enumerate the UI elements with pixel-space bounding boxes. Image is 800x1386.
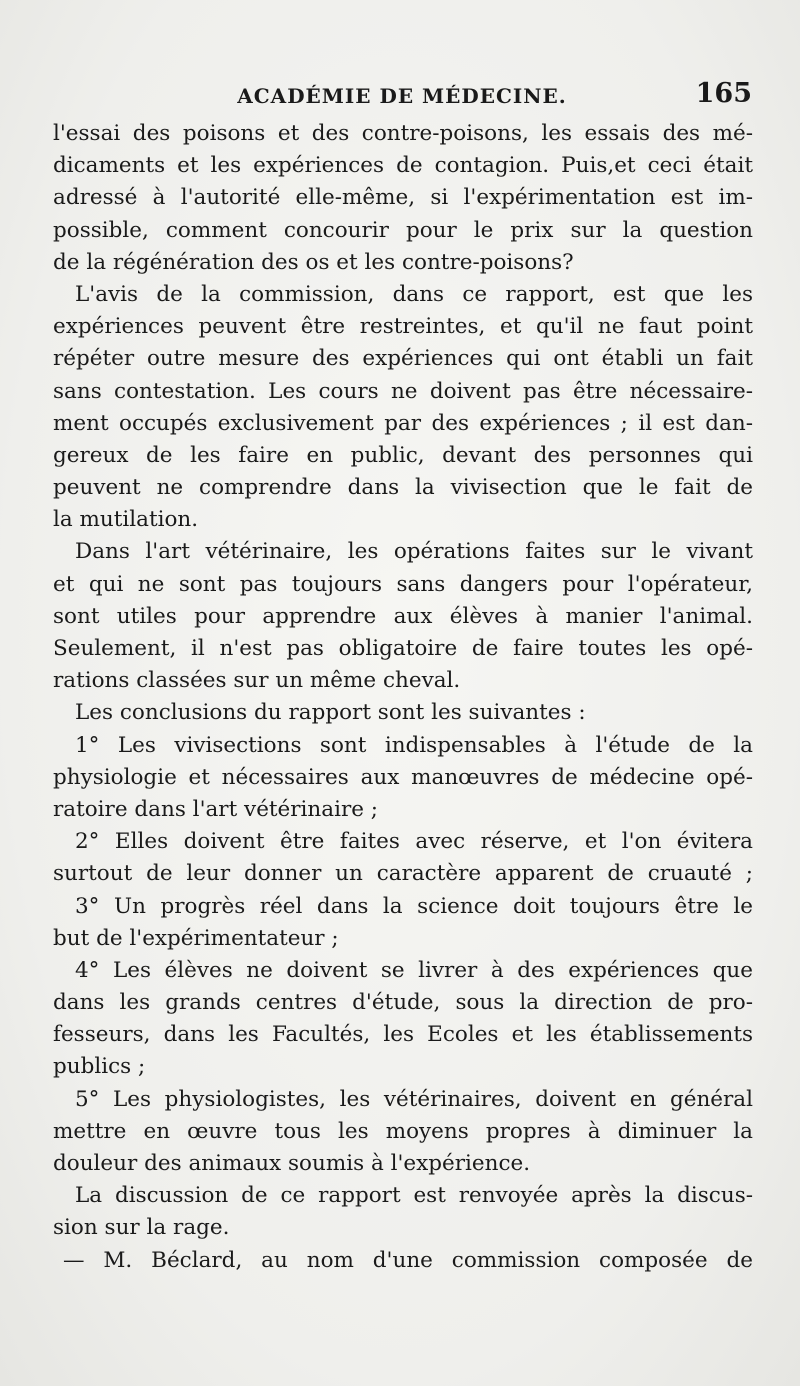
text-line: ratoire dans l'art vétérinaire ; <box>53 796 379 822</box>
text-line: La discussion de ce rapport est renvoyée après la discus- <box>75 1183 753 1209</box>
text-line: gereux de les faire en public, devant des personnes qui <box>53 442 753 468</box>
text-line: physiologie et nécessaires aux manœuvres de médecine opé- <box>53 764 753 790</box>
text-line: sont utiles pour apprendre aux élèves à manier l'animal. <box>53 603 753 629</box>
text-line: sion sur la rage. <box>53 1215 230 1241</box>
text-line: fesseurs, dans les Facultés, les Ecoles et les établissements <box>53 1022 753 1048</box>
page-number: 165 <box>695 78 752 109</box>
text-line: 3° Un progrès réel dans la science doit toujours être le <box>75 893 753 919</box>
text-line: — M. Béclard, au nom d'une commission composée de <box>63 1247 753 1273</box>
text-line: dicaments et les expériences de contagion. Puis,et ceci était <box>53 153 753 179</box>
text-line: adressé à l'autorité elle-même, si l'expérimentation est im- <box>53 185 753 211</box>
text-line: la mutilation. <box>53 507 199 533</box>
text-line: Seulement, il n'est pas obligatoire de faire toutes les opé- <box>53 636 753 661</box>
text-line: Dans l'art vétérinaire, les opérations faites sur le vivant <box>75 539 753 565</box>
text-line: possible, comment concourir pour le prix sur la question <box>53 217 753 243</box>
page-header <box>52 78 752 118</box>
text-line: publics ; <box>53 1054 146 1080</box>
text-line: douleur des animaux soumis à l'expérience. <box>53 1151 531 1176</box>
text-line: but de l'expérimentateur ; <box>53 925 339 951</box>
running-head: ACADÉMIE DE MÉDECINE. <box>237 84 567 108</box>
text-line: et qui ne sont pas toujours sans dangers pour l'opérateur, <box>53 571 753 597</box>
text-line: surtout de leur donner un caractère apparent de cruauté ; <box>53 861 753 887</box>
text-line: l'essai des poisons et des contre-poisons, les essais des mé- <box>53 121 753 146</box>
text-line: expériences peuvent être restreintes, et qu'il ne faut point <box>53 314 753 340</box>
text-line: Les conclusions du rapport sont les suivantes : <box>75 700 586 726</box>
text-line: rations classées sur un même cheval. <box>53 668 461 694</box>
text-line: mettre en œuvre tous les moyens propres à diminuer la <box>53 1118 753 1144</box>
body-text <box>53 118 753 1277</box>
text-line: L'avis de la commission, dans ce rapport, est que les <box>75 281 753 307</box>
text-line: 5° Les physiologistes, les vétérinaires, doivent en général <box>75 1086 753 1112</box>
text-line: peuvent ne comprendre dans la vivisection que le fait de <box>53 475 753 501</box>
text-line: de la régénération des os et les contre-poisons? <box>53 249 574 275</box>
text-line: dans les grands centres d'étude, sous la direction de pro- <box>53 990 753 1016</box>
text-line: 2° Elles doivent être faites avec réserve, et l'on évitera <box>75 829 753 855</box>
text-line: 1° Les vivisections sont indispensables à l'étude de la <box>75 732 753 758</box>
text-line: sans contestation. Les cours ne doivent pas être nécessaire- <box>53 378 753 404</box>
text-line: répéter outre mesure des expériences qui ont établi un fait <box>53 346 753 372</box>
text-line: 4° Les élèves ne doivent se livrer à des expériences que <box>75 957 753 983</box>
text-line: ment occupés exclusivement par des expériences ; il est dan- <box>53 410 753 436</box>
